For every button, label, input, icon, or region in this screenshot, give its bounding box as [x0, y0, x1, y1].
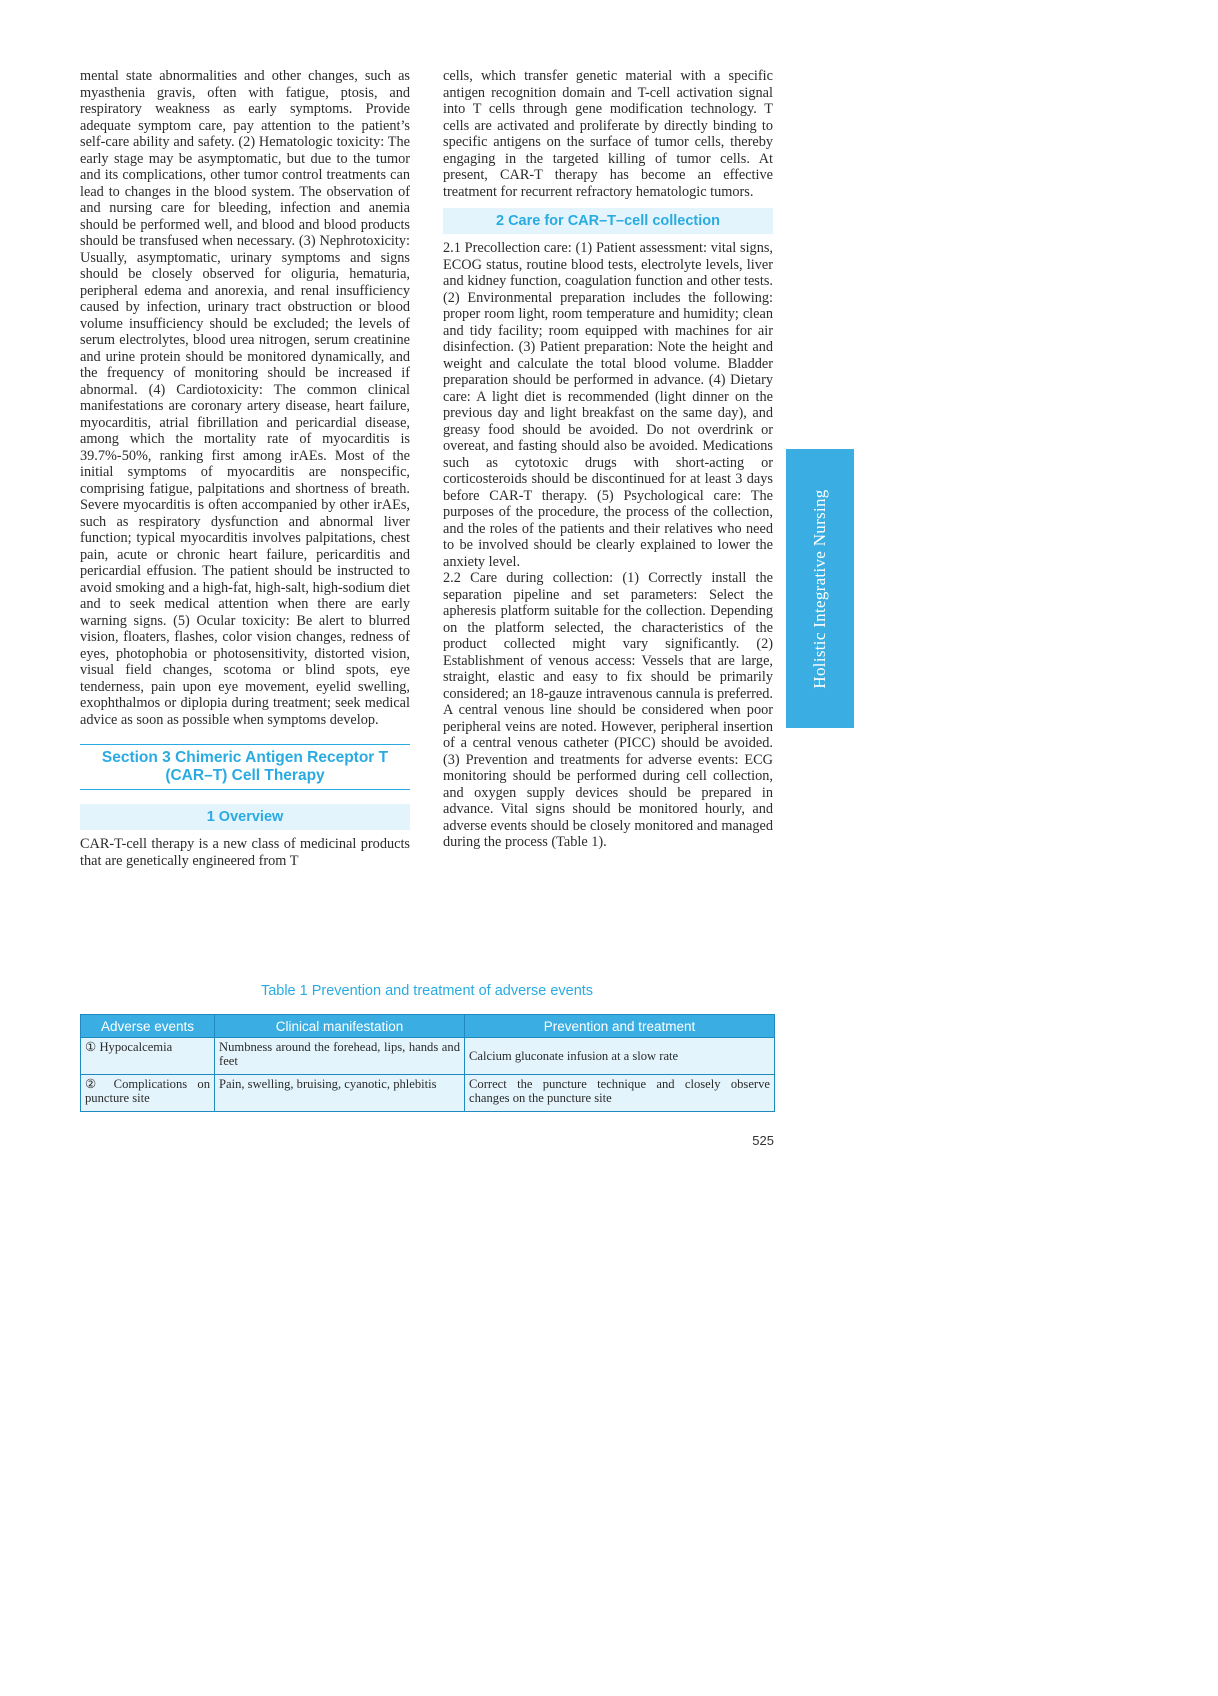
right-column	[443, 68, 773, 851]
body-paragraph: 2.1 Precollection care: (1) Patient assessment: vital signs, ECOG status, routine blood tests, electrolyte levels, liver and kidney function, coagulation function and other tests. (2) Environmental preparation includes the following: proper room light, room temperature and humidity; clean and tidy facility; room equipped with machines for air disinfection. (3) Patient preparation: Note the height and weight and calculate the total blood volume. Bladder preparation should be performed in advance. (4) Dietary care: A light diet is recommended (light dinner on the previous day and light breakfast on the same day), and greasy food should be avoided. Do not overdrink or overeat, and fasting should also be avoided. Medications such as cytotoxic drugs with short-acting or corticosteroids should be discontinued for at least 3 days before CAR-T therapy. (5) Psychological care: The purposes of the procedure, the process of the collection, and the roles of the patients and their relatives who need to be involved should be clearly explained to lower the anxiety level.	[443, 240, 773, 570]
left-column	[80, 68, 410, 869]
table-header-row	[81, 1015, 775, 1038]
section-heading: Section 3 Chimeric Antigen Receptor T (CAR–T) Cell Therapy	[80, 744, 410, 790]
table-header-cell: Clinical manifestation	[215, 1015, 465, 1038]
table-row	[81, 1075, 775, 1112]
table-cell: Numbness around the forehead, lips, hands and feet	[215, 1038, 465, 1075]
table-cell: Calcium gluconate infusion at a slow rate	[465, 1038, 775, 1075]
table-header-cell: Adverse events	[81, 1015, 215, 1038]
table-cell: Pain, swelling, bruising, cyanotic, phlebitis	[215, 1075, 465, 1112]
body-paragraph: mental state abnormalities and other changes, such as myasthenia gravis, often with fatigue, ptosis, and respiratory weakness as early symptoms. Provide adequate symptom care, pay attention to the patient’s self-care ability and safety. (2) Hematologic toxicity: The early stage may be asymptomatic, but due to the tumor and its complications, other tumor control treatments can lead to changes in the blood system. The observation of and nursing care for bleeding, infection and anemia should be performed well, and blood and blood products should be transfused when necessary. (3) Nephrotoxicity: Usually, asymptomatic, urinary symptoms and signs should be closely observed for oliguria, hematuria, peripheral edema and anorexia, and renal insufficiency caused by infection, urinary tract obstruction or blood volume insufficiency should be excluded; the levels of serum electrolytes, blood urea nitrogen, serum creatinine and urine protein should be monitored dynamically, and the frequency of monitoring should be increased if abnormal. (4) Cardiotoxicity: The common clinical manifestations are coronary artery disease, heart failure, myocarditis, atrial fibrillation and pericardial disease, among which the mortality rate of myocarditis is 39.7%-50%, ranking first among irAEs. Most of the initial symptoms of myocarditis are nonspecific, comprising fatigue, palpitations and shortness of breath. Severe myocarditis is often accompanied by other irAEs, such as respiratory dysfunction and abnormal liver function; typical myocarditis involves palpitations, chest pain, acute or chronic heart failure, pericarditis and pericardial effusion. The patient should be instructed to avoid smoking and a high-fat, high-salt, high-sodium diet and to seek medical attention when there are early warning signs. (5) Ocular toxicity: Be alert to blurred vision, floaters, flashes, color vision changes, redness of eyes, photophobia or photosensitivity, distorted vision, visual field changes, scotoma or blind spots, eye tenderness, pain upon eye movement, eyelid swelling, exophthalmos or diplopia during treatment; seek medical advice as soon as possible when symptoms develop.	[80, 68, 410, 728]
subsection-heading-collection: 2 Care for CAR–T–cell collection	[443, 208, 773, 234]
body-paragraph: 2.2 Care during collection: (1) Correctly install the separation pipeline and set parameters: Select the apheresis platform suitable for the collection. Depending on the platform selected, the characteristics of the product collected might vary significantly. (2) Establishment of venous access: Vessels that are large, straight, elastic and easy to fix should be primarily considered; an 18-gauze intravenous cannula is preferred. A central venous line should be considered when poor peripheral veins are noted. However, peripheral insertion of a central venous catheter (PICC) should be avoided. (3) Prevention and treatments for adverse events: ECG monitoring should be performed during cell collection, and oxygen supply devices should be prepared in advance. Vital signs should be monitored hourly, and adverse events should be closely monitored and managed during the process (Table 1).	[443, 570, 773, 850]
subsection-heading-overview: 1 Overview	[80, 804, 410, 830]
table-cell: ② Complications on puncture site	[81, 1075, 215, 1112]
side-tab	[786, 449, 854, 728]
page-number: 525	[752, 1133, 774, 1148]
adverse-events-table	[80, 1014, 775, 1112]
table-cell: ① Hypocalcemia	[81, 1038, 215, 1075]
body-paragraph: cells, which transfer genetic material with a specific antigen recognition domain and T-cell activation signal into T cells through gene modification technology. T cells are activated and proliferate by directly binding to specific antigens on the surface of tumor cells, thereby engaging in the targeted killing of tumor cells. At present, CAR-T therapy has become an effective treatment for recurrent refractory hematologic tumors.	[443, 68, 773, 200]
table-caption: Table 1 Prevention and treatment of adverse events	[260, 983, 594, 999]
table-header-cell: Prevention and treatment	[465, 1015, 775, 1038]
table-cell: Correct the puncture technique and closely observe changes on the puncture site	[465, 1075, 775, 1112]
table-row	[81, 1038, 775, 1075]
side-tab-label: Holistic Integrative Nursing	[810, 488, 829, 689]
body-paragraph: CAR-T-cell therapy is a new class of medicinal products that are genetically engineered from T	[80, 836, 410, 869]
